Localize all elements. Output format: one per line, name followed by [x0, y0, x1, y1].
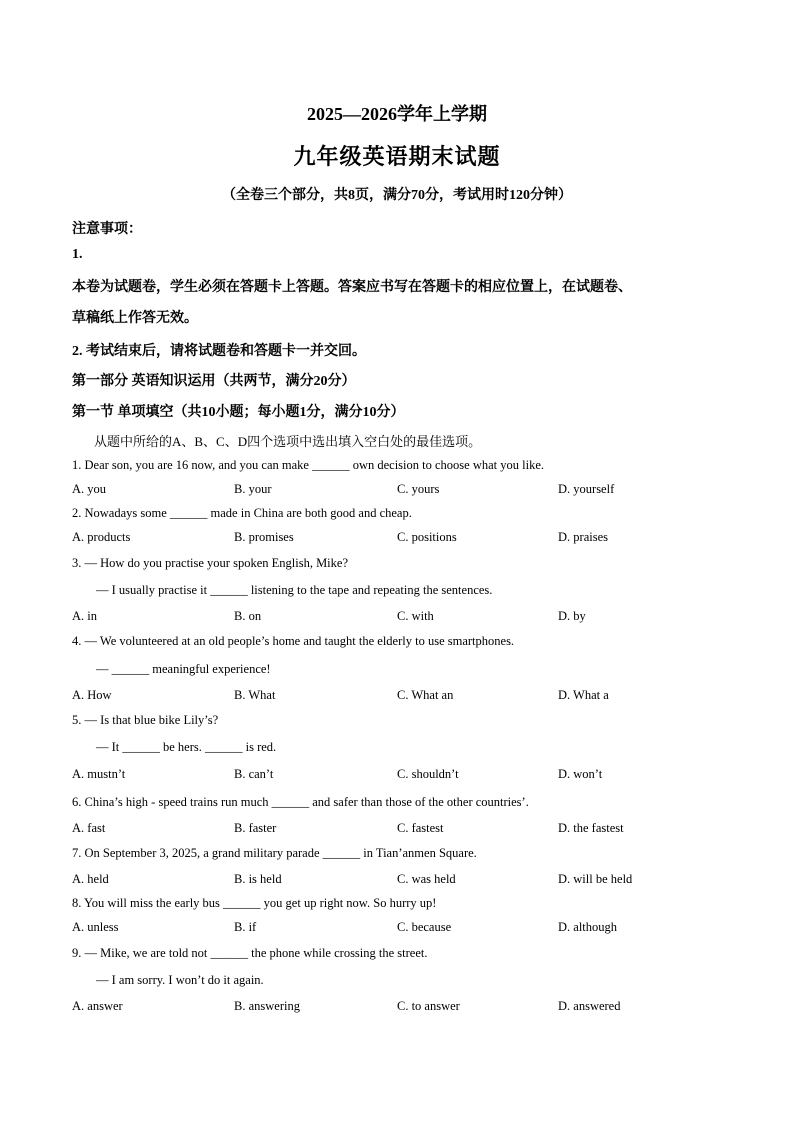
- section1-instruction: 从题中所给的A、B、C、D四个选项中选出填入空白处的最佳选项。: [94, 434, 482, 449]
- option-c: C. because: [397, 920, 452, 934]
- notice-item1-line1: 本卷为试题卷，学生必须在答题卡上答题。答案应书写在答题卡的相应位置上，在试题卷、: [72, 280, 632, 295]
- notice-item1-line2: 草稿纸上作答无效。: [72, 311, 198, 326]
- option-a: A. products: [72, 530, 131, 544]
- question-1-options: [72, 482, 712, 500]
- notice-item1-number: 1.: [72, 247, 83, 262]
- option-b: B. promises: [234, 530, 294, 544]
- question-3-reply: — I usually practise it ______ listening to the tape and repeating the sentences.: [96, 583, 493, 597]
- section1-heading: 第一节 单项填空（共10小题；每小题1分，满分10分）: [72, 405, 405, 420]
- question-9: 9. — Mike, we are told not ______ the phone while crossing the street.: [72, 946, 428, 960]
- option-b: B. What: [234, 688, 276, 702]
- option-b: B. answering: [234, 999, 300, 1013]
- question-7: 7. On September 3, 2025, a grand military parade ______ in Tian’anmen Square.: [72, 846, 477, 860]
- option-c: C. fastest: [397, 821, 444, 835]
- question-2: 2. Nowadays some ______ made in China are both good and cheap.: [72, 506, 412, 520]
- option-b: B. your: [234, 482, 272, 496]
- question-9-options: [72, 999, 712, 1017]
- option-c: C. yours: [397, 482, 440, 496]
- question-4: 4. — We volunteered at an old people’s home and taught the elderly to use smartphones.: [72, 634, 515, 648]
- option-a: A. unless: [72, 920, 119, 934]
- option-c: C. was held: [397, 872, 456, 886]
- question-5-reply: — It ______ be hers. ______ is red.: [96, 740, 277, 754]
- question-4-reply: — ______ meaningful experience!: [96, 662, 271, 676]
- question-2-options: [72, 530, 712, 548]
- option-c: C. What an: [397, 688, 454, 702]
- question-6: 6. China’s high - speed trains run much ______ and safer than those of the other countries’.: [72, 795, 529, 809]
- option-d: D. yourself: [558, 482, 615, 496]
- option-a: A. mustn’t: [72, 767, 126, 781]
- question-8: 8. You will miss the early bus ______ you get up right now. So hurry up!: [72, 896, 437, 910]
- option-a: A. How: [72, 688, 112, 702]
- option-a: A. answer: [72, 999, 123, 1013]
- option-d: D. What a: [558, 688, 609, 702]
- option-d: D. won’t: [558, 767, 603, 781]
- option-d: D. answered: [558, 999, 621, 1013]
- exam-title: 九年级英语期末试题: [293, 144, 501, 169]
- option-c: C. to answer: [397, 999, 460, 1013]
- option-c: C. shouldn’t: [397, 767, 459, 781]
- option-d: D. by: [558, 609, 586, 623]
- exam-note: （全卷三个部分，共8页，满分70分，考试用时120分钟）: [222, 188, 572, 203]
- option-d: D. will be held: [558, 872, 633, 886]
- question-8-options: [72, 920, 712, 938]
- notice-item2: 2. 考试结束后，请将试题卷和答题卡一并交回。: [72, 344, 366, 359]
- option-c: C. positions: [397, 530, 457, 544]
- option-b: B. is held: [234, 872, 282, 886]
- part1-heading: 第一部分 英语知识运用（共两节，满分20分）: [72, 374, 356, 389]
- option-b: B. on: [234, 609, 262, 623]
- question-9-reply: — I am sorry. I won’t do it again.: [96, 973, 264, 987]
- notice-heading: 注意事项：: [72, 222, 142, 237]
- question-3: 3. — How do you practise your spoken English, Mike?: [72, 556, 349, 570]
- question-3-options: [72, 609, 712, 627]
- question-7-options: [72, 872, 712, 890]
- option-a: A. you: [72, 482, 107, 496]
- option-d: D. praises: [558, 530, 608, 544]
- option-a: A. in: [72, 609, 97, 623]
- option-b: B. if: [234, 920, 257, 934]
- option-b: B. faster: [234, 821, 277, 835]
- question-5-options: [72, 767, 712, 785]
- option-b: B. can’t: [234, 767, 274, 781]
- option-c: C. with: [397, 609, 434, 623]
- option-d: D. although: [558, 920, 618, 934]
- question-5: 5. — Is that blue bike Lily’s?: [72, 713, 219, 727]
- question-6-options: [72, 821, 712, 839]
- option-a: A. held: [72, 872, 109, 886]
- option-d: D. the fastest: [558, 821, 624, 835]
- question-1: 1. Dear son, you are 16 now, and you can make ______ own decision to choose what you like.: [72, 458, 544, 472]
- question-4-options: [72, 688, 712, 706]
- option-a: A. fast: [72, 821, 106, 835]
- year-line: 2025—2026学年上学期: [307, 104, 487, 124]
